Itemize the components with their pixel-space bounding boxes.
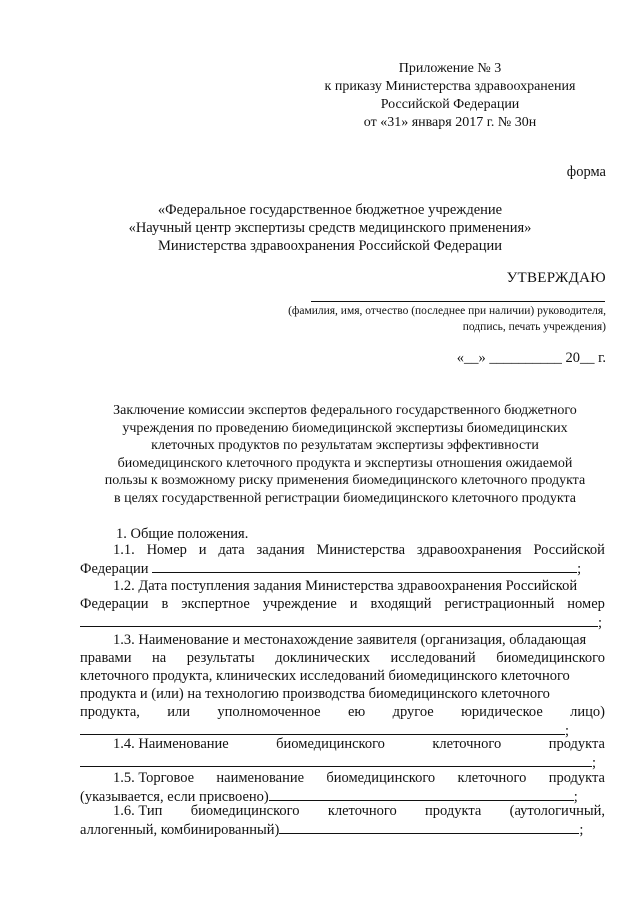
word: регистрационный	[444, 596, 555, 612]
word: дата	[218, 542, 245, 558]
word: продукта	[548, 770, 605, 786]
item-1-1-line-1	[80, 541, 605, 559]
item-1-5-line-1	[80, 769, 605, 787]
item-1-3-line-3	[80, 667, 605, 685]
semicolon: ;	[598, 615, 603, 631]
organization-line-1: «Федеральное государственное бюджетное учреждение	[157, 202, 503, 218]
item-text: 1.2. Дата поступления задания Министерства здравоохранения Российской	[113, 578, 578, 594]
word: биомедицинского	[190, 803, 300, 819]
signature-caption-line-2: подпись, печать учреждения)	[462, 321, 606, 333]
item-1-4-line-1	[80, 735, 605, 753]
organization-line-3: Министерства здравоохранения Российской Федерации	[157, 238, 503, 254]
semicolon: ;	[592, 755, 597, 771]
item-text: (указывается, если присвоено)	[80, 789, 269, 805]
item-1-3-line-1	[80, 631, 605, 649]
word: Федерации	[80, 561, 149, 577]
item-1-5	[80, 769, 605, 805]
word: биомедицинского	[276, 736, 385, 752]
word: Номер	[146, 542, 187, 558]
word: биомедицинского	[496, 650, 605, 666]
item-1-6	[80, 802, 605, 838]
signature-caption	[288, 303, 606, 335]
word: клеточного	[432, 736, 502, 752]
word: результаты	[186, 650, 255, 666]
organization-name	[100, 201, 560, 255]
item-1-3-line-4	[80, 685, 605, 703]
item-1-3	[80, 631, 605, 739]
blank-field	[80, 721, 565, 735]
blank-field	[80, 753, 592, 767]
item-text: 1.3. Наименование и местонахождение заявителя (организация, обладающая	[113, 632, 587, 648]
word: и	[349, 596, 358, 612]
word: экспертное	[181, 596, 250, 612]
blank-field	[279, 820, 579, 834]
word: 1.4. Наименование	[113, 736, 229, 752]
organization-line-2: «Научный центр экспертизы средств медицинского применения»	[128, 220, 532, 236]
word: Федерации	[80, 596, 149, 612]
word: продукта	[425, 803, 482, 819]
blank-field	[269, 787, 574, 801]
conclusion-line: Заключение комиссии экспертов федерального государственного бюджетного	[113, 403, 577, 418]
item-text: продукта и (или) на технологию производства биомедицинского клеточного	[80, 686, 550, 702]
item-1-2-line-2	[80, 595, 605, 613]
word: другое	[392, 704, 434, 720]
word: клеточного	[327, 803, 397, 819]
semicolon: ;	[565, 723, 570, 739]
word: продукта,	[80, 704, 140, 720]
approval-date-line: «__» __________ 20__ г.	[456, 350, 606, 366]
blank-field	[80, 613, 598, 627]
item-1-1	[80, 541, 605, 577]
word: задания	[256, 542, 305, 558]
word: уполномоченное	[217, 704, 321, 720]
signature-caption-line-1: (фамилия, имя, отчество (последнее при наличии) руководителя,	[288, 305, 606, 317]
word: и	[198, 542, 207, 558]
word: продукта	[548, 736, 605, 752]
word: на	[152, 650, 167, 666]
word: наименование	[216, 770, 305, 786]
item-1-3-line-2	[80, 649, 605, 667]
item-1-2-line-3	[80, 613, 605, 631]
conclusion-line: в целях государственной регистрации биомедицинского клеточного продукта	[113, 490, 577, 506]
word: правами	[80, 650, 132, 666]
word: клеточного	[457, 770, 527, 786]
approve-heading: УТВЕРЖДАЮ	[506, 270, 606, 286]
word: номер	[567, 596, 605, 612]
item-1-2-line-1	[80, 577, 605, 595]
word: 1.1.	[113, 542, 135, 558]
appendix-number: Приложение № 3	[398, 61, 502, 76]
word: биомедицинского	[326, 770, 436, 786]
item-1-2	[80, 577, 605, 631]
semicolon: ;	[579, 822, 584, 838]
appendix-country: Российской Федерации	[380, 97, 520, 112]
appendix-order-date: от «31» января 2017 г. № 30н	[363, 115, 537, 130]
word: доклинических	[275, 650, 370, 666]
appendix-order-ref: к приказу Министерства здравоохранения	[324, 79, 576, 94]
word: лицо)	[570, 704, 605, 720]
form-label: форма	[566, 164, 606, 180]
item-1-6-line-1	[80, 802, 605, 820]
word: здравоохранения	[416, 542, 522, 558]
item-1-3-line-5	[80, 703, 605, 721]
blank-field	[152, 559, 577, 573]
item-1-4	[80, 735, 605, 771]
word: входящий	[370, 596, 432, 612]
conclusion-title	[80, 402, 610, 507]
signature-line	[311, 301, 605, 302]
word: юридическое	[461, 704, 543, 720]
item-1-1-line-2	[80, 559, 605, 577]
conclusion-line: биомедицинского клеточного продукта и экспертизы отношения ожидаемой	[117, 455, 573, 471]
word: в	[161, 596, 169, 612]
semicolon: ;	[577, 561, 582, 577]
appendix-header	[290, 60, 610, 132]
word: Министерства	[316, 542, 406, 558]
conclusion-line: клеточных продуктов по результатам экспертизы эффективности	[151, 438, 539, 453]
item-1-6-line-2	[80, 820, 605, 838]
word: учреждение	[262, 596, 337, 612]
word: (аутологичный,	[509, 803, 605, 819]
section-heading: 1. Общие положения.	[116, 526, 249, 542]
word: 1.6. Тип	[113, 803, 163, 819]
word: исследований	[390, 650, 476, 666]
word: ею	[347, 704, 366, 720]
conclusion-line: учреждения по проведению биомедицинской экспертизы биомедицинских	[122, 420, 568, 436]
item-text: клеточного продукта, клинических исследований биомедицинского клеточного	[80, 668, 570, 684]
conclusion-line: пользы к возможному риску применения биомедицинского клеточного продукта	[104, 473, 586, 488]
word: или	[167, 704, 191, 720]
word: 1.5. Торговое	[113, 770, 195, 786]
word: Российской	[533, 542, 605, 558]
item-text: аллогенный, комбинированный)	[80, 822, 280, 838]
semicolon: ;	[573, 789, 578, 805]
